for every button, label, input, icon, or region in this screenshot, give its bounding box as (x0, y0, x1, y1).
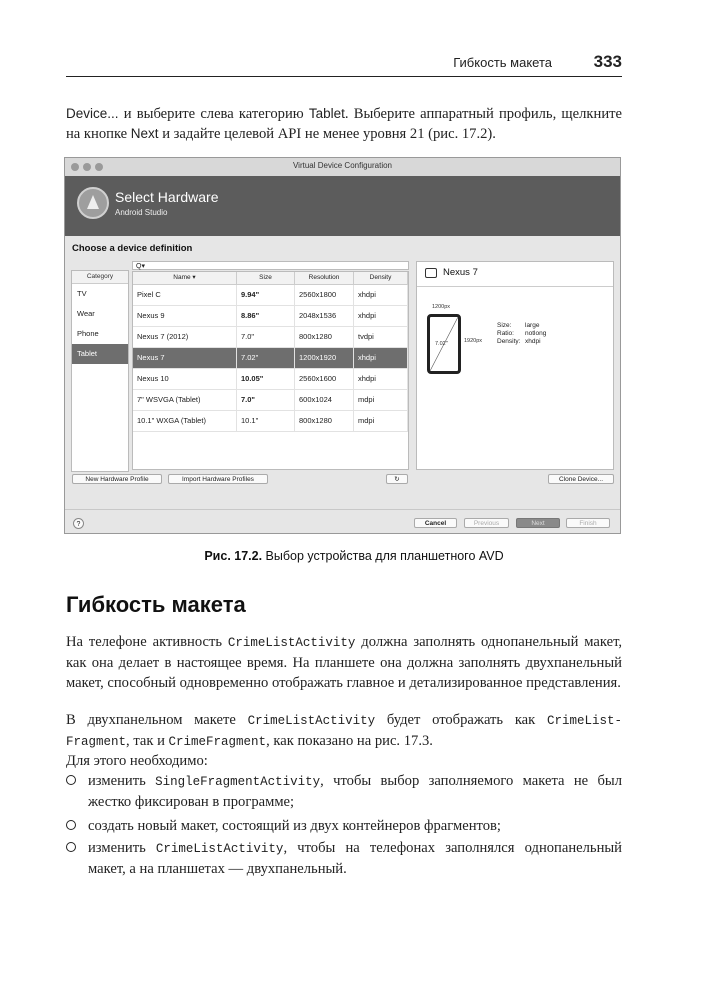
device-density: tvdpi (354, 327, 408, 347)
table-row[interactable] (133, 390, 408, 411)
b3-text-2: , чтобы на телефонах заполнялся однопанельный макет, а на планшетах — двухпанельный. (88, 840, 622, 877)
device-name: Pixel C (133, 285, 237, 305)
intro-next-term: Next (130, 126, 159, 141)
table-row[interactable] (133, 369, 408, 390)
paragraph-3: Для этого необходимо: (66, 753, 208, 769)
virtual-device-dialog (64, 157, 621, 534)
window-title: Virtual Device Configuration (292, 161, 392, 170)
device-density: xhdpi (354, 285, 408, 305)
intro-text-3: и задайте целевой API не менее уровня 21 (рис. 17.2). (158, 126, 496, 142)
spec-size-value: large (525, 322, 540, 329)
device-size: 7.02" (237, 348, 295, 368)
device-resolution: 2560x1600 (295, 369, 354, 389)
device-table (132, 271, 409, 470)
category-header: Category (72, 271, 128, 284)
table-row-selected[interactable] (133, 348, 408, 369)
p1-text-2: должна заполнять однопанельный макет, как она делает в настоящее время. На планшете она должна заполнять двухпанельный макет, способный одновременно отображать главное и детализированное представления. (66, 634, 623, 691)
bullet-circle-icon (66, 842, 76, 852)
device-name: Nexus 9 (133, 306, 237, 326)
device-name: 7" WSVGA (Tablet) (133, 390, 237, 410)
caption-label: Рис. 17.2. (204, 549, 263, 563)
device-resolution: 2048x1536 (295, 306, 354, 326)
device-size: 8.86" (237, 306, 295, 326)
running-header (66, 52, 622, 77)
device-preview-panel (416, 261, 614, 470)
dialog-header (65, 176, 620, 236)
bullet-circle-icon (66, 820, 76, 830)
device-resolution: 600x1024 (295, 390, 354, 410)
p2-code-2: CrimeList-Fragment (66, 714, 622, 749)
intro-text-1: и выберите слева категорию (118, 106, 309, 122)
preview-width-px: 1200px (432, 304, 451, 310)
intro-text-2: . Выберите аппаратный профиль, щелкните на кнопке (66, 106, 622, 142)
p1-code-1: CrimeListActivity (227, 636, 356, 650)
device-density: xhdpi (354, 306, 408, 326)
column-resolution[interactable]: Resolution (295, 272, 354, 284)
spec-ratio-label: Ratio: (497, 330, 514, 337)
footer-divider (65, 509, 620, 510)
device-size: 10.05" (237, 369, 295, 389)
b1-text-2: , чтобы выбор заполняемого макета не был жестко фиксирован в программе; (88, 773, 622, 810)
paragraph-2 (66, 710, 622, 752)
device-resolution: 800x1280 (295, 411, 354, 431)
spec-ratio (497, 330, 547, 337)
device-density: mdpi (354, 390, 408, 410)
dialog-heading: Select Hardware (115, 189, 219, 205)
import-hardware-profiles-button[interactable]: Import Hardware Profiles (168, 474, 268, 484)
intro-device-term: Device... (66, 106, 119, 121)
spec-size (497, 322, 540, 329)
category-tv[interactable]: TV (77, 289, 87, 298)
p2-code-3: CrimeFragment (168, 735, 267, 749)
p1-text-1: На телефоне активность (66, 634, 228, 650)
intro-paragraph (66, 104, 622, 144)
table-row[interactable] (133, 327, 408, 348)
device-size: 9.94" (237, 285, 295, 305)
next-button[interactable]: Next (516, 518, 560, 528)
device-name: Nexus 7 (133, 348, 237, 368)
page-number: 333 (593, 52, 622, 71)
device-table-header (133, 272, 408, 285)
clone-device-button[interactable]: Clone Device... (548, 474, 614, 484)
device-density: xhdpi (354, 369, 408, 389)
category-phone[interactable]: Phone (77, 329, 99, 338)
finish-button[interactable]: Finish (566, 518, 610, 528)
p2-text-2: будет отображать как (375, 712, 547, 728)
device-size: 10.1" (237, 411, 295, 431)
device-resolution: 2560x1800 (295, 285, 354, 305)
spec-density-value: xhdpi (525, 338, 541, 345)
column-size[interactable]: Size (237, 272, 295, 284)
device-density: mdpi (354, 411, 408, 431)
device-search-input[interactable]: Q▾ (132, 261, 409, 270)
preview-height-px: 1920px (464, 338, 483, 344)
tablet-icon (425, 268, 437, 278)
device-size: 7.0" (237, 390, 295, 410)
b1-text-1: изменить (88, 773, 156, 789)
b3-text-1: изменить (88, 840, 156, 856)
category-wear[interactable]: Wear (77, 309, 95, 318)
p2-text-3: , так и (126, 733, 169, 749)
new-hardware-profile-button[interactable]: New Hardware Profile (72, 474, 162, 484)
refresh-icon[interactable]: ↻ (386, 474, 408, 484)
category-list (71, 270, 129, 472)
device-name: Nexus 10 (133, 369, 237, 389)
device-density: xhdpi (354, 348, 408, 368)
p2-text-4: , как показано на рис. 17.3. (266, 733, 433, 749)
device-resolution: 1200x1920 (295, 348, 354, 368)
figure-caption (0, 549, 708, 563)
b2-text: создать новый макет, состоящий из двух контейнеров фрагментов; (88, 818, 501, 834)
b3-code: CrimeListActivity (155, 842, 284, 856)
p2-text-1: В двухпанельном макете (66, 712, 248, 728)
table-row[interactable] (133, 411, 408, 432)
previous-button[interactable]: Previous (464, 518, 509, 528)
preview-diagonal: 7.02" (435, 341, 448, 347)
p2-code-1: CrimeListActivity (247, 714, 376, 728)
help-icon[interactable]: ? (73, 518, 84, 529)
device-resolution: 800x1280 (295, 327, 354, 347)
dialog-subheading: Android Studio (115, 208, 168, 217)
paragraph-1 (66, 632, 622, 693)
device-name: Nexus 7 (2012) (133, 327, 237, 347)
android-studio-logo-icon (77, 187, 109, 219)
intro-tablet-term: Tablet (308, 106, 345, 121)
column-density[interactable]: Density (354, 272, 408, 284)
section-title: Гибкость макета (66, 592, 246, 617)
cancel-button[interactable]: Cancel (414, 518, 457, 528)
bullet-circle-icon (66, 775, 76, 785)
column-name[interactable]: Name ▾ (133, 272, 237, 284)
spec-density (497, 338, 541, 345)
spec-density-label: Density: (497, 338, 521, 345)
window-titlebar (65, 158, 620, 177)
preview-header (417, 262, 613, 287)
caption-text: Выбор устройства для планшетного AVD (262, 549, 504, 563)
device-size: 7.0" (237, 327, 295, 347)
running-title: Гибкость макета (453, 55, 552, 70)
table-row[interactable] (133, 306, 408, 327)
preview-device-name: Nexus 7 (443, 267, 478, 278)
device-name: 10.1" WXGA (Tablet) (133, 411, 237, 431)
choose-label: Choose a device definition (72, 243, 193, 254)
b1-code: SingleFragmentActivity (155, 775, 321, 789)
category-tablet[interactable]: Tablet (72, 344, 128, 364)
spec-size-label: Size: (497, 322, 512, 329)
table-row[interactable] (133, 285, 408, 306)
spec-ratio-value: notlong (525, 330, 547, 337)
